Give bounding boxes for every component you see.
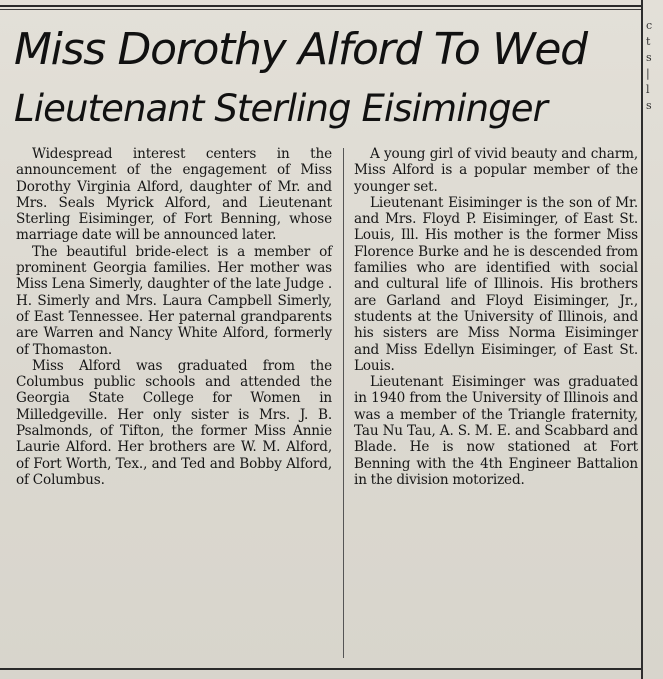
edge-letter: l xyxy=(646,83,650,96)
edge-letter: s xyxy=(646,51,652,64)
article-paragraph: Lieutenant Eisiminger was graduated in 1940 from the University of Illinois and was a member of the Triangle fraternity, Tau Nu Tau, A. S. M. E. and Scabbard and Blade. He is now stationed at Fort Benning with the 4th Engineer Battalion in the division motorized. xyxy=(354,374,638,488)
article-paragraph: Lieutenant Eisiminger is the son of Mr. and Mrs. Floyd P. Eisiminger, of East St. Louis, Ill. His mother is the former Miss Florence Burke and he is descended from families who are identified with social and cultural life of Illinois. His brothers are Garland and Floyd Eisiminger, Jr., students at the University of Illinois, and his sisters are Miss Norma Eisiminger and Miss Edellyn Eisiminger, of East St. Louis. xyxy=(354,194,638,374)
adjacent-column-fragment xyxy=(646,18,663,114)
headline-line-1: Miss Dorothy Alford To Wed xyxy=(14,24,587,75)
article-column-right xyxy=(354,146,638,488)
edge-letter: c xyxy=(646,19,653,32)
edge-letter: | xyxy=(646,67,650,80)
right-column-rule xyxy=(641,0,643,679)
article-paragraph: Widespread interest centers in the announcement of the engagement of Miss Dorothy Virginia Alford, daughter of Mr. and Mrs. Seals Myrick Alford, and Lieutenant Sterling Eisiminger, of Fort Benning, whose marriage date will be announced later. xyxy=(16,146,332,244)
headline-line-2: Lieutenant Sterling Eisiminger xyxy=(14,87,547,130)
edge-letter: t xyxy=(646,35,651,48)
article-paragraph: Miss Alford was graduated from the Columbus public schools and attended the Georgia State College for Women in Milledgeville. Her only sister is Mrs. J. B. Psalmonds, of Tifton, the former Miss Annie Laurie Alford. Her brothers are W. M. Alford, of Fort Worth, Tex., and Ted and Bobby Alford, of Columbus. xyxy=(16,357,332,488)
article-paragraph: The beautiful bride-elect is a member of prominent Georgia families. Her mother was Miss Lena Simerly, daughter of the late Judge . H. Simerly and Mrs. Laura Campbell Simerly, of East Tennessee. Her paternal grandparents are Warren and Nancy White Alford, formerly of Thomaston. xyxy=(16,243,332,358)
edge-letter: s xyxy=(646,99,652,112)
column-divider xyxy=(343,148,344,658)
article-column-left xyxy=(16,146,332,488)
top-border-rule xyxy=(0,5,641,7)
top-border-rule-thin xyxy=(0,9,641,10)
article-paragraph: A young girl of vivid beauty and charm, Miss Alford is a popular member of the younger set. xyxy=(354,146,638,195)
bottom-border-rule xyxy=(0,668,641,670)
